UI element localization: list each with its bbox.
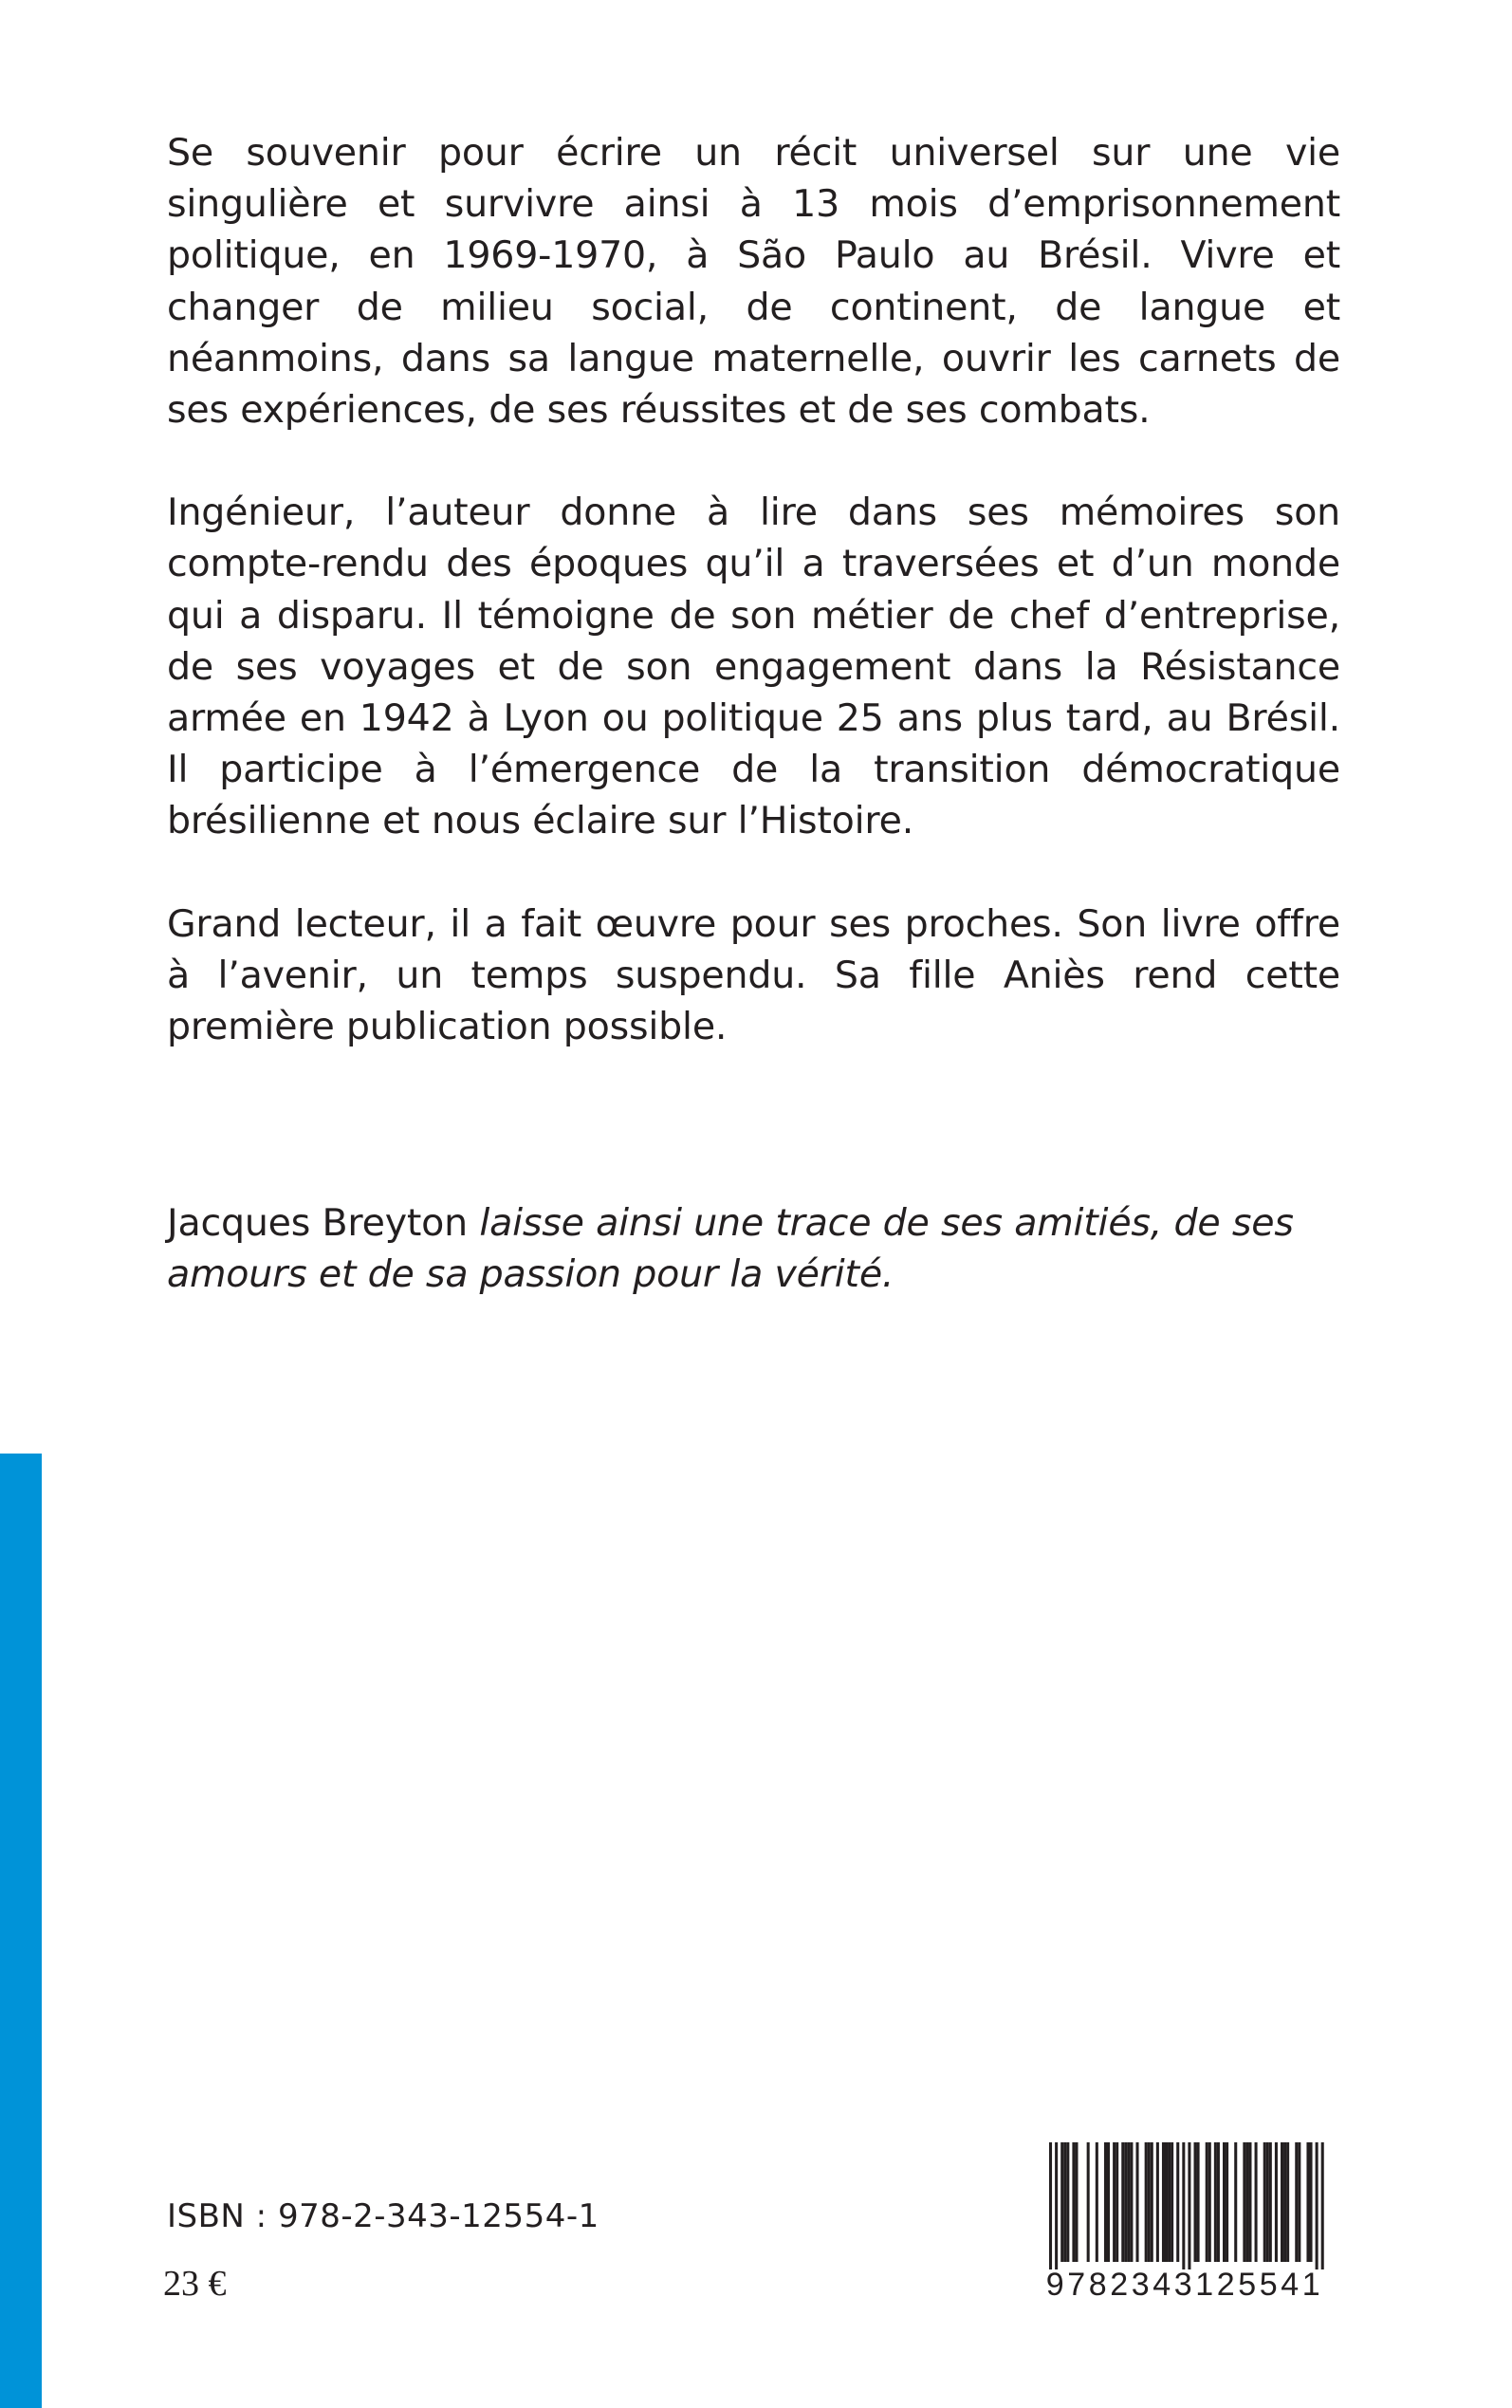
barcode-bar: [1281, 2142, 1283, 2262]
barcode-bar: [1182, 2142, 1185, 2269]
barcode-bar: [1255, 2142, 1258, 2262]
barcode-bar: [1214, 2142, 1217, 2262]
barcode-bar: [1298, 2142, 1300, 2262]
barcode-bar: [1188, 2142, 1190, 2269]
barcode-bar: [1316, 2142, 1318, 2269]
barcode-bar: [1145, 2142, 1148, 2262]
barcode-bar: [1116, 2142, 1118, 2262]
back-cover-blurb: [167, 127, 1340, 1103]
barcode-bar: [1263, 2142, 1266, 2262]
barcode-bar: [1151, 2142, 1153, 2262]
barcode-bar: [1283, 2142, 1286, 2262]
blurb-paragraph-3: Grand lecteur, il a fait œuvre pour ses proches. Son livre offre à l’avenir, un temps suspendu. Sa fille Aniès rend cette première publication possible.: [167, 901, 1340, 1049]
barcode-bar: [1295, 2142, 1298, 2262]
barcode-bar: [1223, 2142, 1226, 2262]
barcode-bar: [1194, 2142, 1197, 2262]
barcode-bar: [1087, 2142, 1090, 2262]
barcode-bar: [1171, 2142, 1173, 2262]
barcode-bar: [1197, 2142, 1200, 2262]
blurb-paragraph-1: Se souvenir pour écrire un récit universel sur une vie singulière et survivre ainsi à 13 mois d’emprisonnement politique, en 1969-1970, à São Paulo au Brésil. Vivre et changer de milieu social, de continent, de langue et néanmoins, dans sa langue maternelle, ouvrir les carnets de ses expériences, de ses réussites et de ses combats.: [167, 131, 1340, 433]
barcode-bar: [1310, 2142, 1313, 2262]
barcode-bar: [1055, 2142, 1058, 2269]
barcode-bar: [1107, 2142, 1110, 2262]
barcode-bar: [1275, 2142, 1278, 2262]
barcode-bar: [1060, 2142, 1063, 2262]
barcode-bar: [1072, 2142, 1075, 2262]
barcode-bar: [1226, 2142, 1228, 2262]
price-label: 23 €: [163, 2264, 227, 2304]
barcode-bar: [1148, 2142, 1151, 2262]
barcode-bar: [1063, 2142, 1066, 2262]
barcode-bar: [1162, 2142, 1165, 2262]
barcode-bar: [1321, 2142, 1324, 2269]
closing-statement: [167, 1197, 1340, 1300]
barcode-bar: [1234, 2142, 1237, 2262]
barcode-bar: [1136, 2142, 1139, 2262]
barcode-bar: [1269, 2142, 1272, 2262]
accent-bar: [0, 1454, 42, 2408]
barcode-bar: [1156, 2142, 1159, 2262]
barcode-bar: [1286, 2142, 1289, 2262]
barcode-digits: 9782343125541: [1045, 2267, 1324, 2303]
blurb-paragraph-2: Ingénieur, l’auteur donne à lire dans ses mémoires son compte-rendu des époques qu’il a traversées et d’un monde qui a disparu. Il témoigne de son métier de chef d’entreprise, de ses voyages et de son engagement dans la Résistance armée en 1942 à Lyon ou politique 25 ans plus tard, au Brésil. Il participe à l’émergence de la transition démocratique brésilienne et nous éclaire sur l’Histoire.: [167, 491, 1340, 843]
barcode-bar: [1176, 2142, 1179, 2262]
barcode-bar: [1113, 2142, 1116, 2262]
barcode-bar: [1243, 2142, 1245, 2262]
barcode-bar: [1104, 2142, 1107, 2262]
barcode-bar: [1165, 2142, 1168, 2262]
barcode-bar: [1168, 2142, 1171, 2262]
barcode-bar: [1248, 2142, 1251, 2262]
closing-text: laisse ainsi une trace de ses amitiés, de ses amours et de sa passion pour la vérité.: [167, 1201, 1294, 1297]
barcode-bar: [1306, 2142, 1309, 2262]
barcode-bar: [1127, 2142, 1130, 2262]
barcode: [1032, 2142, 1337, 2309]
isbn-label: ISBN : 978-2-343-12554-1: [167, 2197, 599, 2235]
author-name: Jacques Breyton: [167, 1201, 468, 1245]
barcode-bar: [1208, 2142, 1211, 2262]
barcode-bars: [1032, 2142, 1337, 2275]
barcode-bar: [1245, 2142, 1248, 2262]
barcode-bar: [1217, 2142, 1220, 2262]
barcode-bar: [1121, 2142, 1124, 2262]
barcode-bar: [1206, 2142, 1208, 2262]
barcode-bar: [1096, 2142, 1098, 2262]
barcode-bar: [1075, 2142, 1078, 2262]
barcode-bar: [1066, 2142, 1069, 2262]
barcode-bar: [1049, 2142, 1052, 2269]
barcode-bar: [1130, 2142, 1133, 2262]
barcode-bar: [1266, 2142, 1269, 2262]
barcode-bar: [1124, 2142, 1127, 2262]
